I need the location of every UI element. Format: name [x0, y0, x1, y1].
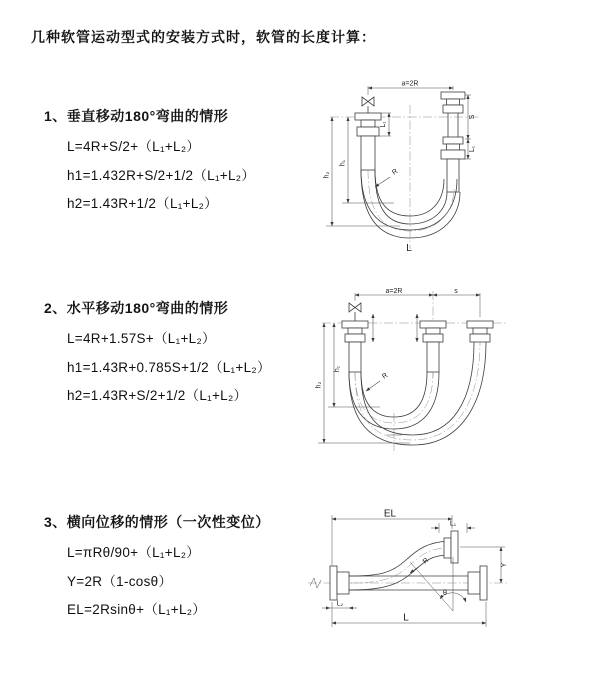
diagram-horizontal-movement — [310, 285, 590, 460]
diagram-vertical-movement — [310, 75, 590, 255]
left-flange — [330, 566, 349, 600]
formula-line: L=4R+1.57S+（L₁+L₂） — [67, 331, 216, 346]
dim-label-l1: L₁ — [380, 121, 387, 128]
upper-flange — [444, 531, 458, 563]
radius-label: R — [391, 168, 400, 177]
angle-construction — [410, 557, 466, 611]
dim-label-a2r: a=2R — [401, 80, 419, 88]
diagram-3-drawing — [300, 505, 590, 645]
right-flange — [468, 566, 487, 600]
dim-label-l1: L₁ — [449, 520, 457, 528]
fitting-length-marks — [373, 314, 417, 342]
angle-label: θ — [443, 590, 447, 597]
dim-label-length: L — [403, 612, 409, 624]
radius-label: R — [421, 556, 431, 566]
dimension-span — [355, 288, 480, 317]
valve-icon — [349, 303, 361, 321]
middle-end-fitting — [420, 321, 446, 372]
dim-label-h1: h₁ — [334, 365, 341, 373]
right-end-fitting-two-positions — [441, 92, 465, 192]
left-end-fitting — [355, 113, 381, 170]
u-bend-hose-positions — [349, 342, 486, 445]
formula-line: L=4R+S/2+（L₁+L₂） — [67, 139, 201, 154]
radius-callout — [375, 168, 399, 187]
dim-label-shift: s — [454, 288, 458, 295]
s-curve-hose-position — [349, 541, 449, 590]
dimension-l — [332, 602, 486, 627]
formula-line: L=πRθ/90+（L₁+L₂） — [67, 545, 201, 560]
dim-label-a2r: a=2R — [385, 288, 403, 295]
formula-line: Y=2R（1-cosθ） — [67, 573, 173, 589]
dimension-span — [368, 81, 453, 96]
valve-icon — [362, 97, 374, 113]
formula-line: EL=2Rsinθ+（L₁+L₂） — [67, 602, 207, 617]
dim-label-s: S — [469, 114, 476, 120]
section-horizontal-movement — [44, 298, 324, 411]
diagram-2-drawing — [310, 285, 590, 460]
dimension-fitting-right — [465, 139, 476, 159]
section-lateral-displacement — [44, 512, 324, 625]
dim-label-l1: L₁ — [469, 145, 476, 153]
diagram-1-drawing — [310, 75, 590, 255]
formula-line: h1=1.432R+S/2+1/2（L₁+L₂） — [67, 167, 256, 183]
radius-callout — [366, 372, 389, 391]
u-bend-hose — [361, 170, 460, 238]
formula-line: h2=1.43R+1/2（L₁+L₂） — [67, 196, 218, 211]
break-symbol — [310, 578, 321, 588]
radius-label: R — [381, 372, 390, 381]
section-2-heading: 2、水平移动180°弯曲的情形 — [44, 300, 229, 316]
length-label: L — [406, 243, 412, 254]
dim-label-h2: h₂ — [323, 171, 331, 179]
section-3-heading: 3、横向位移的情形（一次性变位） — [44, 514, 270, 530]
dimension-l2 — [322, 601, 357, 609]
dim-label-h2: h₂ — [315, 381, 323, 389]
dim-label-l2: L₂ — [336, 600, 344, 608]
moved-end-fitting — [467, 321, 493, 342]
diagram-lateral-displacement — [300, 505, 590, 645]
section-vertical-movement — [44, 106, 324, 219]
left-end-fitting — [342, 321, 368, 372]
dim-label-el: EL — [383, 508, 397, 520]
formula-line: h1=1.43R+0.785S+1/2（L₁+L₂） — [67, 359, 271, 375]
section-1-heading: 1、垂直移动180°弯曲的情形 — [44, 108, 229, 124]
radius-callout — [410, 557, 430, 573]
dimension-el — [332, 509, 452, 566]
dim-label-h1: h₁ — [339, 159, 347, 167]
dim-label-y: Y — [501, 562, 508, 568]
formula-line: h2=1.43R+S/2+1/2（L₁+L₂） — [67, 388, 248, 403]
document-title: 几种软管运动型式的安装方式时，软管的长度计算： — [31, 29, 376, 45]
